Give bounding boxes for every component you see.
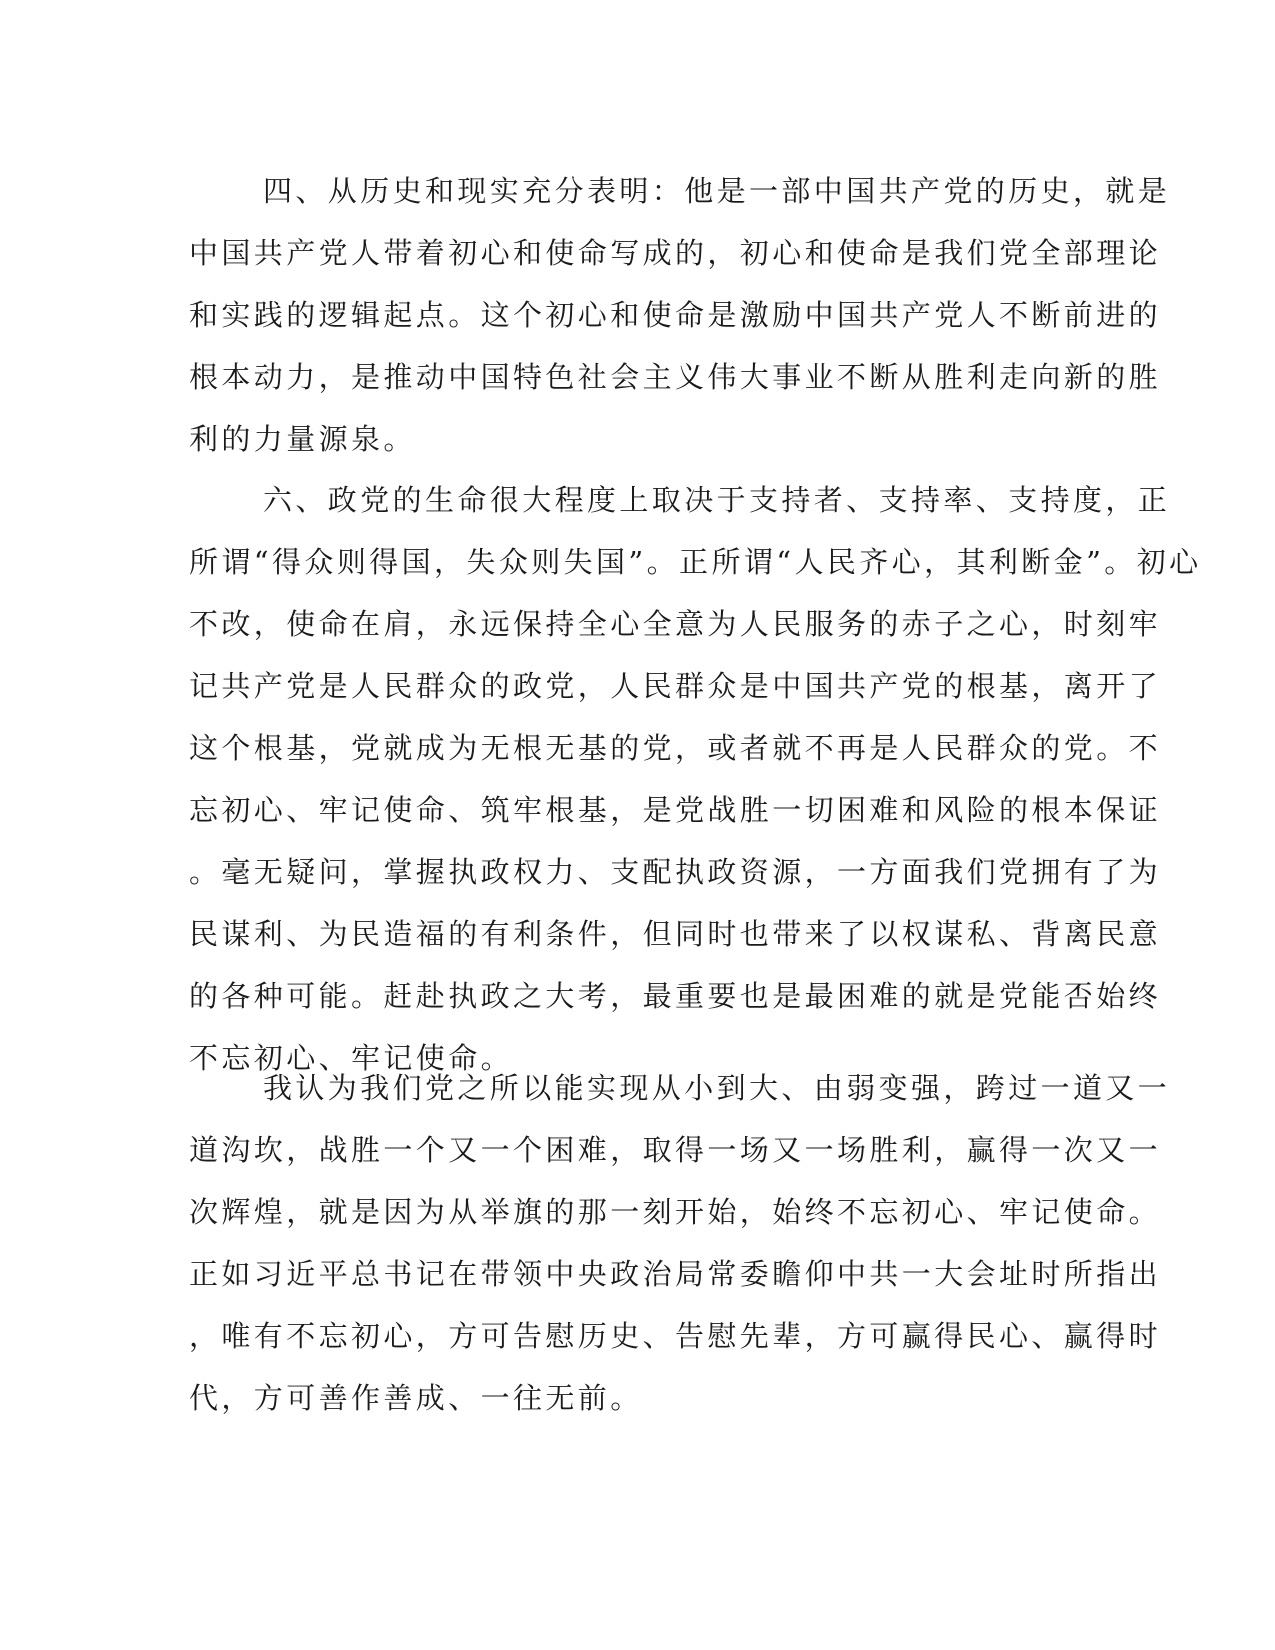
paragraph-line: 这个根基，党就成为无根无基的党，或者就不再是人民群众的党。不 [189, 731, 1162, 765]
paragraph-line: 代，方可善作善成、一往无前。 [189, 1381, 643, 1415]
paragraph-line: 道沟坎，战胜一个又一个困难，取得一场又一场胜利，赢得一次又一 [189, 1133, 1162, 1167]
paragraph-line: 我认为我们党之所以能实现从小到大、由弱变强，跨过一道又一 [263, 1071, 1171, 1105]
paragraph-line: 正如习近平总书记在带领中央政治局常委瞻仰中共一大会址时所指出 [189, 1257, 1162, 1291]
paragraph-history [189, 160, 1171, 470]
paragraph-line: 六、政党的生命很大程度上取决于支持者、支持率、支持度，正 [263, 483, 1171, 517]
paragraph-line: 不改，使命在肩，永远保持全心全意为人民服务的赤子之心，时刻牢 [189, 607, 1162, 641]
paragraph-line: 次辉煌，就是因为从举旗的那一刻开始，始终不忘初心、牢记使命。 [189, 1195, 1162, 1229]
paragraph-line: 忘初心、牢记使命、筑牢根基，是党战胜一切困难和风险的根本保证 [189, 793, 1162, 827]
paragraph-line: 中国共产党人带着初心和使命写成的，初心和使命是我们党全部理论 [189, 236, 1162, 270]
paragraph-line: 。毫无疑问，掌握执政权力、支配执政资源，一方面我们党拥有了为 [189, 855, 1162, 889]
paragraph-line: ，唯有不忘初心，方可告慰历史、告慰先辈，方可赢得民心、赢得时 [189, 1319, 1162, 1353]
paragraph-line: 记共产党是人民群众的政党，人民群众是中国共产党的根基，离开了 [189, 669, 1162, 703]
paragraph-line: 不忘初心、牢记使命。 [189, 1041, 514, 1075]
paragraph-conclusion [189, 1057, 1171, 1429]
paragraph-line: 四、从历史和现实充分表明：他是一部中国共产党的历史，就是 [263, 174, 1171, 208]
paragraph-line: 利的力量源泉。 [189, 422, 416, 456]
paragraph-line: 的各种可能。赶赴执政之大考，最重要也是最困难的就是党能否始终 [189, 979, 1162, 1013]
paragraph-line: 根本动力，是推动中国特色社会主义伟大事业不断从胜利走向新的胜 [189, 360, 1162, 394]
paragraph-line: 和实践的逻辑起点。这个初心和使命是激励中国共产党人不断前进的 [189, 298, 1162, 332]
paragraph-line: 民谋利、为民造福的有利条件，但同时也带来了以权谋私、背离民意 [189, 917, 1162, 951]
paragraph-line: 所谓“得众则得国，失众则失国”。正所谓“人民齐心，其利断金”。初心 [189, 545, 1202, 579]
